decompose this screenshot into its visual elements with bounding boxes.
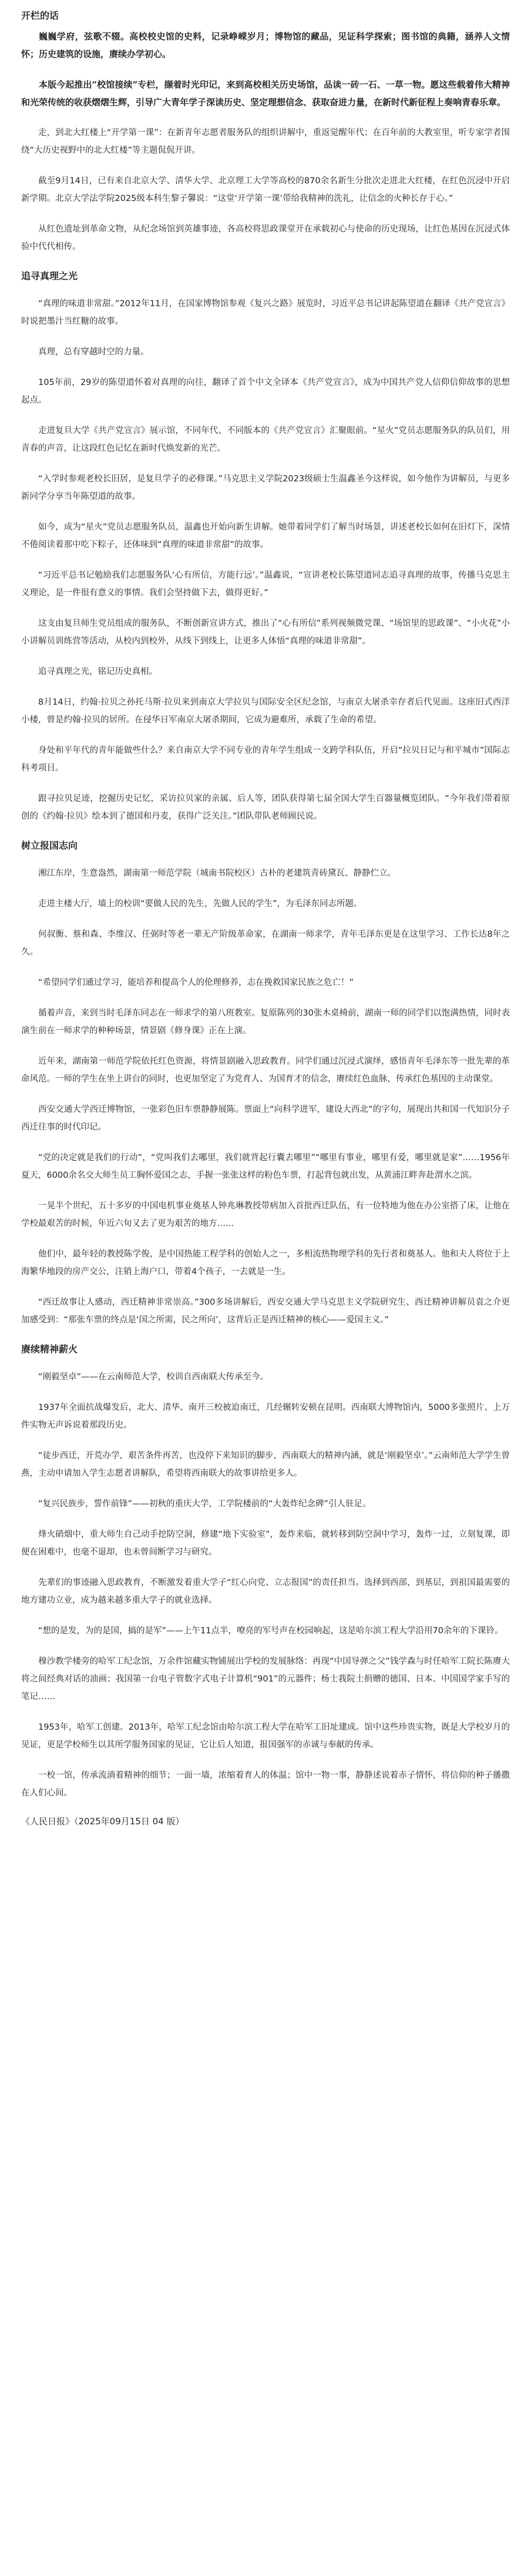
- paragraph: “真理的味道非常甜。”2012年11月，在国家博物馆参观《复兴之路》展览时，习近平总书记讲起陈望道在翻译《共产党宣言》时说把墨汁当红糖的故事。: [21, 299, 510, 326]
- paragraph: 追寻真理之光，铭记历史真相。: [38, 667, 157, 676]
- paragraph: “想的是发，为的是国，搞的是军”——上午11点半，嘹亮的军号声在校园响起，这是哈尔滨工程大学沿用70余年的下课铃。: [38, 1626, 503, 1636]
- paragraph: “徒步西迁，开荒办学，艰苦条件再苦，也没停下来知识的脚步，西南联大的精神内涵，就是‘刚毅坚卓’。”云南师范大学学生曾燕，主动申请加入学生志愿者讲解队，希望将西南联大的故事讲给更多人。: [21, 1451, 510, 1478]
- paragraph: 烽火硝烟中，重大师生自己动手挖防空洞，修建“地下实验室”，轰炸来临，就转移到防空洞中学习，轰炸一过，立刻复课，即便在困难中，也毫不退却，也未曾间断学习与研究。: [21, 1530, 510, 1557]
- paragraph: 身处和平年代的青年能做些什么？来自南京大学不同专业的青年学生组成一支跨学科队伍，开启“拉贝日记与和平城市”国际志科考项目。: [21, 746, 510, 773]
- section-heading: 树立报国志向: [21, 840, 78, 851]
- intro-paragraph: 走，到北大红楼上“开学第一课”：在新青年志愿者服务队的组织讲解中，重返觉醒年代；在百年前的大教室里，听专家学者围绕“大历史视野中的北大红楼”等主题侃侃开讲。: [21, 128, 510, 155]
- lead-paragraph: 本版今起推出“校馆接续”专栏，撷着时光印记，来到高校相关历史场馆，品读一砖一石、一草一物。愿这些载着伟大精神和光荣传统的收获熠熠生辉，引导广大青年学子深读历史、坚定理想信念、获取奋进力量，在新时代新征程上奏响青春乐章。: [21, 79, 510, 108]
- section-heading: 赓续精神薪火: [21, 1344, 78, 1355]
- paragraph: 何叔衡、蔡和森、李维汉、任弼时等老一辈无产阶级革命家，在湖南一师求学，青年毛泽东更是在这里学习、工作长达8年之久。: [21, 930, 510, 957]
- paragraph: “入学时参观老校长旧居，是复旦学子的必修课。”马克思主义学院2023级硕士生温鑫圣今这样说，如今他作为讲解员，与更多新同学分享当年陈望道的故事。: [21, 474, 510, 501]
- paragraph: 湘江东岸，生意盎然，湖南第一师范学院（城南书院校区）古朴的老建筑青砖黛瓦、静静伫立。: [38, 869, 396, 878]
- paragraph: 1937年全面抗战爆发后，北大、清华、南开三校被迫南迁，几经辗转安顿在昆明。西南联大博物馆内，5000多张照片、上万件实物无声诉说着那段历史。: [21, 1403, 510, 1430]
- intro-paragraph: 从红色遗址到革命文物，从纪念场馆到英雄事迹，各高校将思政课堂开在承载初心与使命的历史现场，让红色基因在沉浸式体验中代代相传。: [21, 225, 510, 252]
- paragraph: 近年来，湖南第一师范学院依托红色资源，将情景剧融入思政教育。同学们通过沉浸式演绎，感悟青年毛泽东等一批先辈的革命风范。一师的学生在坐上讲台的同时，也更加坚定了为党育人、为国育才的信念，赓续红色血脉，传承红色基因的主动课堂。: [21, 1057, 510, 1084]
- paragraph: 105年前，29岁的陈望道怀着对真理的向往，翻译了首个中文全译本《共产党宣言》，成为中国共产党人信仰信仰故事的思想起点。: [21, 378, 510, 405]
- article-sections: [21, 269, 510, 1802]
- article-intro: [21, 124, 510, 256]
- paragraph: 西安交通大学西迁博物馆，一张彩色旧车票静静展陈。票面上“向科学进军，建设大西北”的字句，展现出共和国一代知识分子西迁往事的时代印记。: [21, 1105, 510, 1132]
- paragraph: 穆沙教学楼旁的哈军工纪念馆，万余件馆藏实物铺展出学校的发展脉络：再现“中国导弹之父”钱学森与时任哈军工院长陈赓大将之间经典对话的油画；我国第一台电子管数字式电子计算机“901”的元器件；杨士莪院士捐赠的德国、日本、中国国学家手写的笔记……: [21, 1657, 510, 1701]
- paragraph: 8月14日，约翰·拉贝之孙托马斯·拉贝来到南京大学拉贝与国际安全区纪念馆，与南京大屠杀幸存者后代见面。这座旧式西洋小楼，曾是约翰·拉贝的居所。在侵华日军南京大屠杀期间，它成为避难所，承载了生命的希望。: [21, 698, 510, 725]
- paragraph: 先辈们的事迹融入思政教育，不断激发着重大学子“红心向党、立志报国”的责任担当。选择到西部，到基层，到祖国最需要的地方建功立业，成为越来越多重大学子的就业选择。: [21, 1578, 510, 1605]
- paragraph: 跟寻拉贝足迹，挖掘历史记忆，采访拉贝家的亲属、后人等，团队获得第七届全国大学生百器量概览团队。“今年我们带着原创的《约翰·拉贝》绘本到了德国和丹麦，获得广泛关注。”团队带队老师顾民说。: [21, 794, 510, 821]
- paragraph: 真理，总有穿越时空的力量。: [38, 347, 149, 357]
- source-line: 《人民日报》（2025年09月15日 04 版）: [21, 1816, 184, 1827]
- paragraph: 这支由复旦师生党员组成的服务队，不断创新宣讲方式，推出了“心有所信”系列视频微党课、“场馆里的思政课”、“小火花”小小讲解员训练营等活动，从校内到校外，从线下到线上，让更多人体悟“真理的味道非常甜”。: [21, 619, 510, 646]
- paragraph: 一晃半个世纪，五十多岁的中国电机事业奠基人钟兆琳教授带病加入首批西迁队伍，有一位特地为他在办公室搭了床，让他在学校最艰苦的时候，年近六旬又去了更为艰苦的地方……: [21, 1201, 510, 1228]
- paragraph: 一校一馆，传承流淌着精神的细节；一面一墙，浓缩着育人的体温；馆中一物一事，静静述说着赤子情怀，将信仰的种子播撒在人们心间。: [21, 1771, 510, 1798]
- paragraph: “复兴民族步，誓作前锋”——初秋的重庆大学，工学院楼前的“大轰炸纪念碑”引人驻足。: [38, 1499, 371, 1509]
- paragraph: 他们中，最年轻的教授陈学俊，是中国热能工程学科的创始人之一，多相流热物理学科的先行者和奠基人。他和夫人将位于上海繁华地段的房产交公，注销上海户口，带着4个孩子，一去就是一生。: [21, 1250, 510, 1277]
- paragraph: “西迁故事让人感动，西迁精神非常崇高。”300多场讲解后，西安交通大学马克思主义学院研究生、西迁精神讲解员袁之介更加感受到：“那张车票的终点是‘国之所需，民之所向’，这背后正是西迁精神的核心——爱国主义。”: [21, 1298, 510, 1325]
- lead-paragraph: 巍巍学府，弦歌不辍。高校校史馆的史料，记录峥嵘岁月；博物馆的藏品，见证科学探索；图书馆的典籍，涵养人文情怀；历史建筑的设施，赓续办学初心。: [21, 31, 510, 59]
- paragraph: 走进复旦大学《共产党宣言》展示馆，不同年代、不同版本的《共产党宣言》汇聚眼前。“星火”党员志愿服务队的队员们，用青春的声音，让这段红色记忆在新时代焕发新的光芒。: [21, 426, 510, 453]
- paragraph: “希望同学们通过学习，能培养和提高个人的伦理修养，志在挽救国家民族之危亡！”: [38, 978, 354, 987]
- paragraph: 走进主楼大厅，墙上的校训“要做人民的先生，先做人民的学生”，为毛泽东同志所题。: [38, 899, 362, 909]
- column-opener-heading: 开栏的话: [21, 10, 59, 21]
- paragraph: “刚毅坚卓”——在云南师范大学，校训自西南联大传承至今。: [38, 1372, 269, 1382]
- column-intro: [21, 28, 510, 111]
- section-heading: 追寻真理之光: [21, 270, 78, 282]
- paragraph: 循着声音，来到当时毛泽东同志在一师求学的第八班教室。复原陈列的30张木桌椅前，湖南一师的同学们以饱满热情，同时表演生前在一师求学的种种场景，情景剧《修身课》正在上演。: [21, 1009, 510, 1036]
- paragraph: “习近平总书记勉励我们志愿服务队‘心有所信，方能行远’。”温鑫说，“宣讲老校长陈望道同志追寻真理的故事，传播马克思主义理论，是一件很有意义的事情。我们会坚持做下去，做得更好。”: [21, 571, 510, 598]
- intro-paragraph: 截至9月14日，已有来自北京大学、清华大学、北京理工大学等高校的870余名新生分批次走进北大红楼，在红色沉浸中开启新学期。北京大学法学院2025级本科生黎子馨说：“这堂‘开学第一课’带给我精神的洗礼，让信念的火种长存于心。”: [21, 176, 510, 203]
- paragraph: 1953年，哈军工创建。2013年，哈军工纪念馆由哈尔滨工程大学在哈军工旧址建成。馆中这些珍贵实物，既是大学校岁月的见证，更是学校师生以其所学服务国家的见证，它让后人知道，报国强军的赤诚与奉献的传承。: [21, 1723, 510, 1750]
- paragraph: 如今，成为“星火”党员志愿服务队员，温鑫也开始向新生讲解。她带着同学们了解当时场景，讲述老校长如何在旧灯下，深情不倦阅读着那中吃下粽子，还体味到“真理的味道非常甜”的故事。: [21, 522, 510, 550]
- paragraph: “党的决定就是我们的行动”，“党叫我们去哪里，我们就背起行囊去哪里”“哪里有事业，哪里有爱，哪里就是家”……1956年夏天，6000余名交大师生员工胸怀爱国之志，手握一张张这样的粉色车票，打起背包就出发，从黄浦江畔奔赴渭水之滨。: [21, 1153, 510, 1180]
